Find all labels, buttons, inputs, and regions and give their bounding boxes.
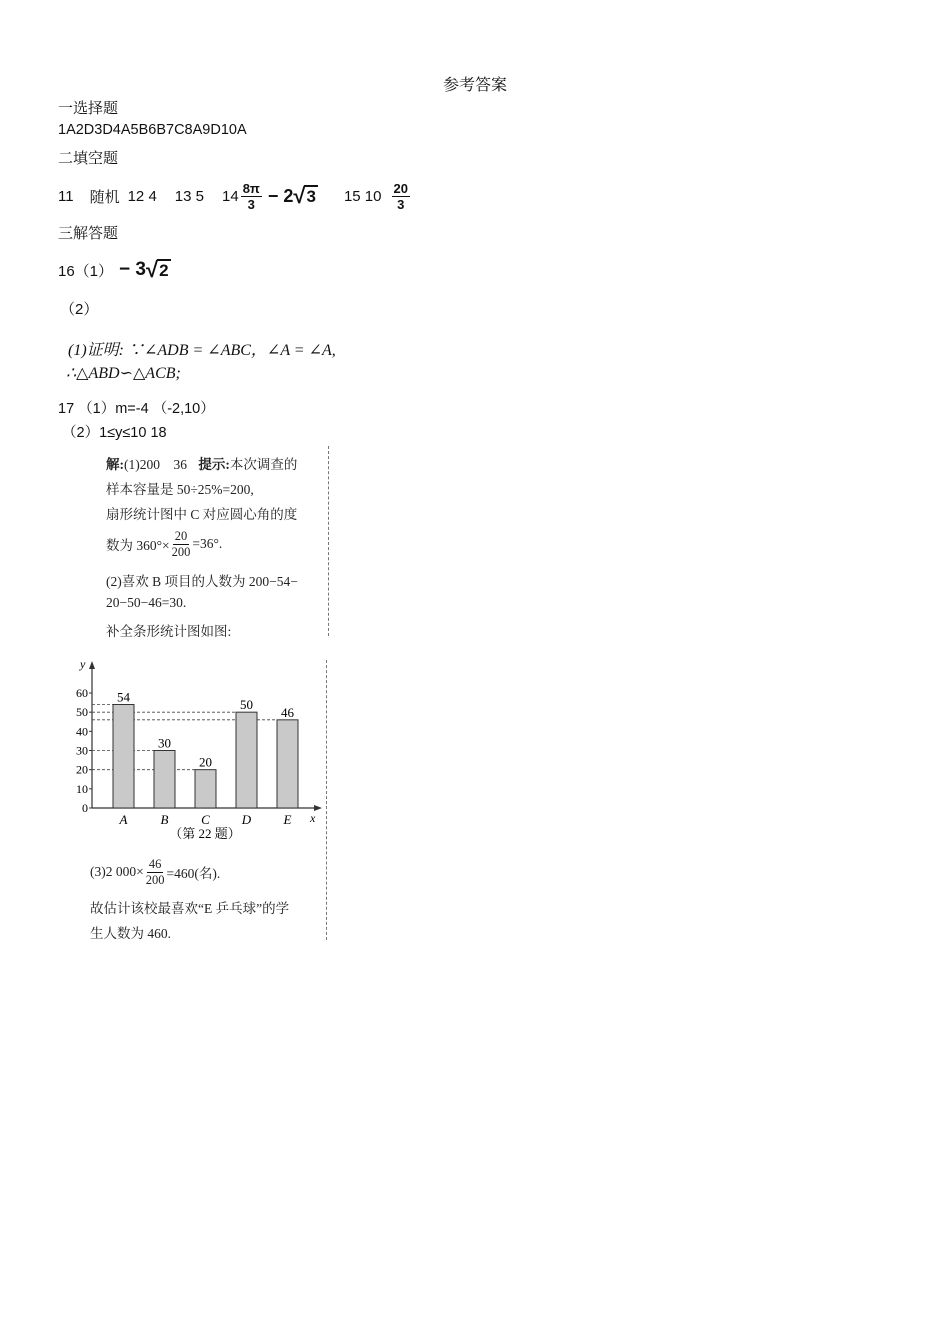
q16-part2-label: （2） (60, 301, 99, 318)
q14-minus-term: − 2 (267, 185, 294, 206)
bar-D (236, 712, 257, 808)
q14-number: 14 (222, 187, 239, 205)
x-tick-label: D (241, 812, 252, 827)
solution-line-4 (106, 528, 222, 560)
x-tick-label: B (160, 812, 169, 827)
q15-denominator: 3 (397, 196, 405, 212)
solution-line-8-fraction (144, 858, 167, 886)
q14-numerator: 8π (242, 180, 260, 196)
solution-line-7: 补全条形统计图如图: (106, 624, 232, 639)
q14-radical-icon: √ (293, 183, 306, 208)
page-title: 参考答案 (442, 75, 507, 94)
y-tick-label: 50 (76, 705, 88, 720)
fraction-numerator: 20 (174, 529, 188, 543)
q14-radicand: 3 (306, 187, 316, 206)
q15-numerator: 20 (393, 180, 408, 196)
bar-value-label: 46 (281, 704, 294, 720)
bar-E (277, 720, 298, 808)
proof-line-2: ∴△ABD∽△ACB; (66, 365, 181, 382)
section1-heading: 一选择题 (58, 100, 119, 117)
y-tick-label: 30 (76, 743, 88, 758)
y-axis-label: y (80, 657, 86, 671)
solution-line-4-text: 数为 360°× (106, 538, 170, 553)
section2-heading: 二填空题 (58, 150, 119, 167)
solution-line-6: 20−50−46=30. (106, 595, 187, 610)
multiple-choice-answers: 1A2D3D4A5B6B7C8A9D10A (58, 122, 247, 138)
solution-line-8-text: (3)2 000× (90, 864, 144, 879)
hint-label: 提示: (198, 457, 230, 472)
x-tick-label: A (119, 812, 128, 827)
bar-B (154, 751, 175, 809)
section3-heading: 三解答题 (58, 225, 119, 242)
q16-part1-label: 16（1） (58, 262, 114, 280)
solution-line-10: 生人数为 460. (90, 926, 171, 941)
solution-part1-answer: (1)200 36 (124, 457, 187, 472)
q14-denominator: 3 (247, 196, 255, 212)
q11-number: 11 (58, 187, 74, 205)
q17-part2: （2）1≤y≤10 18 (62, 425, 167, 441)
solution-label: 解: (106, 457, 124, 472)
y-tick-label: 0 (82, 801, 88, 815)
y-tick-label: 40 (76, 724, 88, 739)
bar-value-label: 50 (240, 697, 253, 713)
q16-radical-icon: √ (145, 257, 159, 282)
bar-chart (60, 652, 340, 847)
y-axis-arrow-icon (89, 661, 95, 669)
x-tick-label: C (201, 812, 210, 827)
chart-caption: （第 22 题） (169, 826, 241, 841)
q15-fraction (392, 182, 410, 211)
q17-part1: 17 （1）m=-4 （-2,10） (58, 401, 215, 417)
solution-line-3: 扇形统计图中 C 对应圆心角的度 (106, 507, 298, 522)
solution-line-4-fraction (170, 530, 193, 558)
y-tick-label: 60 (76, 686, 88, 700)
solution-line-1-text: 本次调查的 (229, 457, 298, 472)
y-tick-label: 20 (76, 762, 88, 777)
fill-blank-answers (58, 178, 410, 214)
solution-line-5: (2)喜欢 B 项目的人数为 200−54− (106, 574, 298, 589)
q16-part1-minus-term: − 3 (119, 259, 146, 280)
x-axis-label: x (310, 811, 316, 825)
q12-answer: 12 4 (127, 187, 157, 205)
q11-answer: 随机 (89, 188, 120, 206)
fraction-denominator: 200 (171, 544, 191, 559)
q14-fraction (241, 182, 262, 211)
q15-answer: 15 10 (343, 187, 382, 205)
y-tick-label: 10 (76, 781, 88, 796)
bar-value-label: 20 (199, 754, 212, 770)
solution-line-1 (106, 453, 297, 473)
solution-divider-top (328, 446, 329, 636)
fraction-numerator: 46 (148, 857, 162, 871)
solution-line-9: 故估计该校最喜欢“E 乒乓球”的学 (90, 901, 290, 916)
q16-radicand: 2 (159, 261, 169, 280)
bar-C (195, 770, 216, 808)
bar-value-label: 54 (117, 689, 130, 705)
solution-line-4-result: =36°. (192, 536, 223, 551)
q13-answer: 13 5 (174, 187, 204, 205)
q16-part1 (58, 255, 171, 285)
solution-line-8-result: =460(名). (166, 866, 221, 881)
proof-line-1: (1)证明: ∵∠ADB = ∠ABC，∠A = ∠A, (68, 342, 336, 359)
solution-line-8 (90, 856, 220, 888)
bar-A (113, 705, 134, 809)
solution-divider-bottom (326, 660, 327, 940)
x-tick-label: E (283, 812, 292, 827)
solution-line-2: 样本容量是 50÷25%=200, (106, 482, 254, 497)
bar-value-label: 30 (158, 735, 171, 751)
fraction-denominator: 200 (145, 872, 165, 887)
